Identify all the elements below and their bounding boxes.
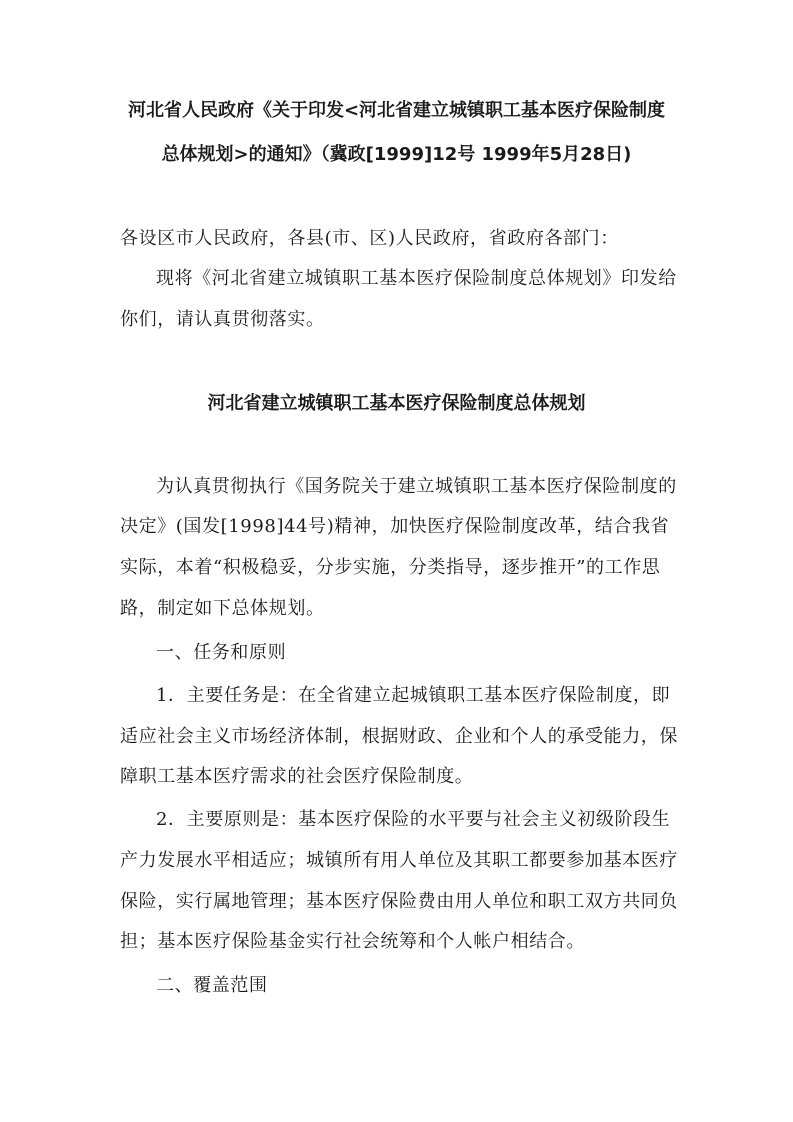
item-1-line-1: 1．主要任务是：在全省建立起城镇职工基本医疗保险制度，即 bbox=[156, 685, 671, 706]
intro-line-4: 路，制定如下总体规划。 bbox=[120, 598, 325, 619]
intro-line-1: 为认真贯彻执行《国务院关于建立城镇职工基本医疗保险制度的 bbox=[156, 476, 677, 497]
item-1-line-2: 适应社会主义市场经济体制，根据财政、企业和个人的承受能力，保 bbox=[120, 726, 678, 747]
addressee-line: 各设区市人民政府，各县(市、区)人民政府，省政府各部门： bbox=[120, 228, 619, 249]
item-2-line-3: 保险，实行属地管理；基本医疗保险费由用人单位和职工双方共同负 bbox=[120, 891, 678, 912]
notice-line-2: 你们，请认真贯彻落实。 bbox=[120, 309, 325, 330]
section-2-heading: 二、覆盖范围 bbox=[156, 975, 268, 996]
intro-line-3: 实际，本着“积极稳妥，分步实施，分类指导，逐步推开”的工作思 bbox=[120, 557, 661, 578]
document-title-line-1: 河北省人民政府《关于印发<河北省建立城镇职工基本医疗保险制度 bbox=[127, 100, 666, 121]
notice-line-1: 现将《河北省建立城镇职工基本医疗保险制度总体规划》印发给 bbox=[156, 268, 677, 289]
document-title-line-2: 总体规划>的通知》（冀政[1999]12号 1999年5月28日) bbox=[161, 144, 632, 165]
item-2-line-2: 产力发展水平相适应；城镇所有用人单位及其职工都要参加基本医疗 bbox=[120, 850, 678, 871]
item-2-line-4: 担；基本医疗保险基金实行社会统筹和个人帐户相结合。 bbox=[120, 931, 585, 952]
item-2-line-1: 2．主要原则是：基本医疗保险的水平要与社会主义初级阶段生 bbox=[156, 809, 671, 830]
item-1-line-3: 障职工基本医疗需求的社会医疗保险制度。 bbox=[120, 766, 474, 787]
plan-title: 河北省建立城镇职工基本医疗保险制度总体规划 bbox=[207, 393, 586, 414]
section-1-heading: 一、任务和原则 bbox=[156, 642, 287, 663]
intro-line-2: 决定》(国发[1998]44号)精神，加快医疗保险制度改革，结合我省 bbox=[120, 516, 670, 537]
